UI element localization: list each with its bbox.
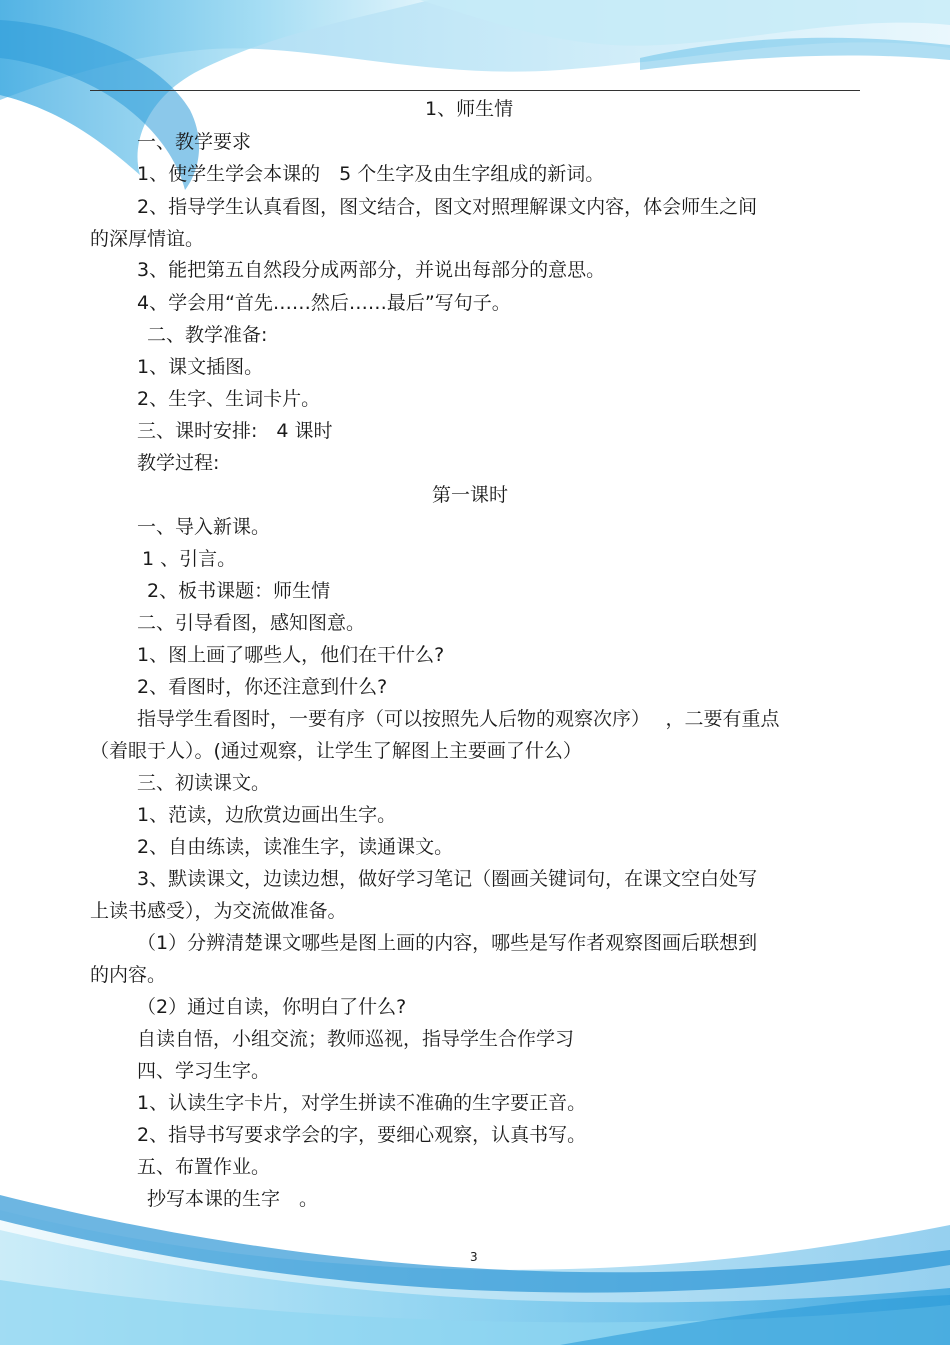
section-heading: 第一课时 (432, 484, 509, 506)
text-line-28: （2）通过自读，你明白了什么? (137, 996, 407, 1018)
text-line-8: 1、课文插图。 (137, 356, 264, 378)
page-number: 3 (470, 1250, 478, 1264)
text-line-1: 一、教学要求 (137, 131, 252, 153)
text-line-26: （1）分辨清楚课文哪些是图上画的内容，哪些是写作者观察图画后联想到 (137, 932, 758, 954)
text-line-13: 一、导入新课。 (137, 516, 271, 538)
lesson-title: 1、师生情 (425, 98, 514, 120)
text-line-30: 四、学习生字。 (137, 1060, 271, 1082)
text-line-22: 1、范读，边欣赏边画出生字。 (137, 804, 397, 826)
text-line-34: 抄写本课的生字 。 (147, 1188, 319, 1210)
text-line-2: 1、使学生学会本课的 5 个生字及由生字组成的新词。 (137, 163, 605, 185)
text-line-11: 教学过程: (137, 452, 220, 474)
text-line-32: 2、指导书写要求学会的字，要细心观察，认真书写。 (137, 1124, 587, 1146)
text-line-24: 3、默读课文，边读边想，做好学习笔记（圈画关键词句，在课文空白处写 (137, 868, 758, 890)
text-line-29: 自读自悟，小组交流；教师巡视，指导学生合作学习 (137, 1028, 575, 1050)
text-line-33: 五、布置作业。 (137, 1156, 271, 1178)
text-line-23: 2、自由练读，读准生字，读通课文。 (137, 836, 454, 858)
text-line-14: 1 、引言。 (142, 548, 237, 570)
text-line-27: 的内容。 (90, 964, 167, 986)
text-line-5: 3、能把第五自然段分成两部分，并说出每部分的意思。 (137, 259, 606, 281)
text-line-20: （着眼于人）。(通过观察，让学生了解图上主要画了什么） (90, 740, 582, 762)
text-line-3: 2、指导学生认真看图，图文结合，图文对照理解课文内容，体会师生之间 (137, 196, 758, 218)
text-line-7: 二、教学准备: (147, 324, 268, 346)
header-rule (90, 90, 860, 91)
text-line-15: 2、板书课题：师生情 (147, 580, 331, 602)
text-line-31: 1、认读生字卡片，对学生拼读不准确的生字要正音。 (137, 1092, 587, 1114)
text-line-10: 三、课时安排: 4 课时 (137, 420, 333, 442)
text-line-19: 指导学生看图时，一要有序（可以按照先人后物的观察次序） ，二要有重点 (137, 708, 780, 730)
text-line-17: 1、图上画了哪些人，他们在干什么? (137, 644, 445, 666)
text-line-18: 2、看图时，你还注意到什么? (137, 676, 388, 698)
text-line-16: 二、引导看图，感知图意。 (137, 612, 366, 634)
text-line-25: 上读书感受），为交流做准备。 (90, 900, 347, 922)
text-line-6: 4、学会用“首先……然后……最后”写句子。 (137, 292, 511, 314)
text-line-9: 2、生字、生词卡片。 (137, 388, 321, 410)
text-line-21: 三、初读课文。 (137, 772, 271, 794)
text-line-4: 的深厚情谊。 (90, 228, 205, 250)
